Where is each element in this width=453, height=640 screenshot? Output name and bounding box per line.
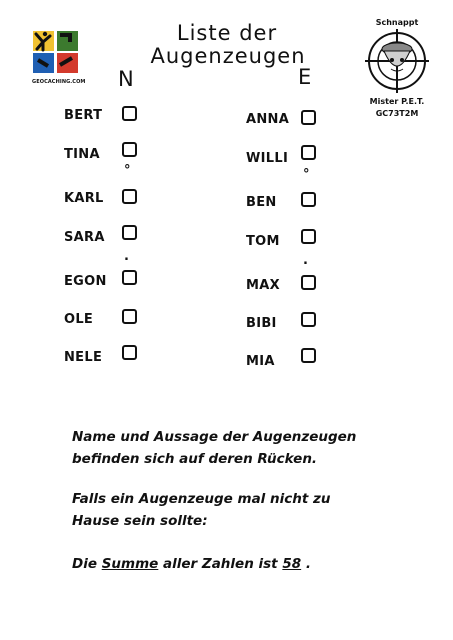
geocaching-logo xyxy=(32,30,86,85)
witness-name: OLE xyxy=(64,312,94,327)
witness-name: SARA xyxy=(64,230,105,245)
witness-name: EGON xyxy=(64,274,107,289)
witness-checkbox[interactable] xyxy=(301,348,316,363)
witness-name: BERT xyxy=(64,108,103,123)
witness-checkbox[interactable] xyxy=(122,225,137,240)
witness-checkbox[interactable] xyxy=(122,345,137,360)
witness-checkbox[interactable] xyxy=(301,229,316,244)
column-header-left: N xyxy=(118,67,134,91)
column-header-right: E xyxy=(298,65,312,89)
absence-line: Falls ein Augenzeuge mal nicht zu xyxy=(72,491,331,507)
witness-name: ANNA xyxy=(246,112,290,127)
witness-checkbox[interactable] xyxy=(301,192,316,207)
witness-checkbox[interactable] xyxy=(122,270,137,285)
witness-mark: . xyxy=(303,253,308,268)
witness-mark: . xyxy=(124,249,129,264)
witness-checkbox[interactable] xyxy=(301,275,316,290)
witness-checkbox[interactable] xyxy=(122,309,137,324)
witness-name: MAX xyxy=(246,278,280,293)
witness-checkbox[interactable] xyxy=(301,312,316,327)
witness-name: NELE xyxy=(64,350,103,365)
sum-prefix: Die xyxy=(72,556,97,572)
witness-name: MIA xyxy=(246,354,275,369)
info-line: befinden sich auf deren Rücken. xyxy=(72,451,318,467)
witness-name: KARL xyxy=(64,191,104,206)
witness-name: TOM xyxy=(246,234,280,249)
badge-name: Mister P.E.T. xyxy=(369,97,425,106)
witness-mark: ° xyxy=(303,167,310,182)
info-paragraph xyxy=(72,426,402,470)
page-title-line1: Liste der xyxy=(176,21,278,45)
sum-middle: aller Zahlen ist xyxy=(163,556,278,572)
witness-checkbox[interactable] xyxy=(122,189,137,204)
sum-statement xyxy=(72,553,402,575)
witness-checkbox[interactable] xyxy=(122,142,137,157)
badge-top-label: Schnappt xyxy=(375,18,419,27)
witness-checkbox[interactable] xyxy=(301,145,316,160)
geocaching-logo-icon xyxy=(32,30,80,74)
sum-word: Summe xyxy=(101,556,159,572)
info-line: Name und Aussage der Augenzeugen xyxy=(72,429,357,445)
witness-name: TINA xyxy=(64,147,100,162)
witness-checkbox[interactable] xyxy=(301,110,316,125)
schnappt-badge xyxy=(360,18,442,128)
crosshair-icon xyxy=(360,29,434,93)
sum-end: . xyxy=(305,556,311,572)
geocaching-logo-caption: GEOCACHING.COM xyxy=(32,79,86,85)
witness-checkbox[interactable] xyxy=(122,106,137,121)
absence-line: Hause sein sollte: xyxy=(72,513,208,529)
witness-name: BIBI xyxy=(246,316,277,331)
page-title-line2: Augenzeugen xyxy=(150,44,306,68)
witness-name: BEN xyxy=(246,195,277,210)
sum-value: 58 xyxy=(282,556,302,572)
witness-name: WILLI xyxy=(246,151,289,166)
absence-paragraph xyxy=(72,488,402,532)
witness-mark: ° xyxy=(124,163,131,178)
badge-code: GC73T2M xyxy=(375,109,419,118)
